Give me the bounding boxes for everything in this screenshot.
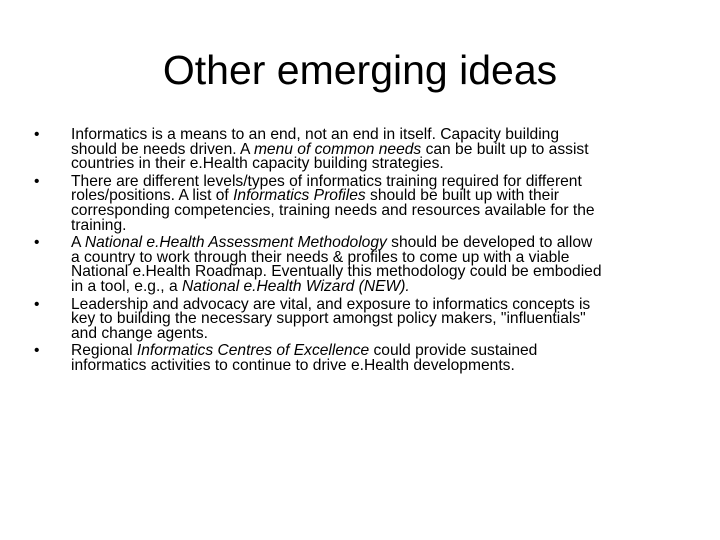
bullet-text: should be developed to allow [386, 234, 593, 252]
bullet-marker: • [34, 295, 40, 313]
bullet-emphasis: National e.Health Wizard (NEW). [181, 277, 410, 295]
bullet-item [34, 236, 684, 294]
bullet-text: should be needs driven. A [71, 140, 254, 158]
bullet-emphasis: National e.Health Assessment Methodology [84, 234, 387, 252]
bullet-text: training. [71, 216, 127, 234]
bullet-line [71, 201, 684, 219]
slide-title: Other emerging ideas [162, 47, 558, 93]
bullet-text: A [71, 234, 85, 252]
bullet-text: in a tool, e.g., a [71, 277, 182, 295]
bullet-marker: • [34, 234, 40, 252]
bullet-item [34, 128, 684, 172]
bullet-marker: • [34, 126, 40, 143]
bullet-text: Leadership and advocacy are vital, and exposure to informatics concepts is [71, 295, 591, 313]
bullet-emphasis: menu of common needs [253, 140, 422, 158]
bullet-line [71, 356, 684, 374]
bullet-line [71, 216, 684, 234]
bullet-line [71, 277, 684, 295]
bullet-emphasis: Informatics Centres of Excellence [136, 342, 370, 360]
bullet-text: and change agents. [71, 324, 208, 342]
bullet-text: roles/positions. A list of [71, 187, 234, 205]
bullet-item [34, 172, 684, 234]
bullet-marker: • [34, 342, 40, 360]
bullet-emphasis: Informatics Profiles [233, 187, 366, 205]
bullet-text: Informatics is a means to an end, not an end in itself. Capacity building [71, 126, 560, 143]
bullet-item [34, 344, 684, 373]
bullet-text: can be built up to assist [421, 140, 589, 158]
bullet-line [71, 157, 684, 172]
bullet-list [34, 128, 684, 374]
bullet-text: corresponding competencies, training needs and resources available for the [71, 201, 595, 219]
bullet-text: countries in their e.Health capacity building strategies. [71, 155, 444, 173]
bullet-text: key to building the necessary support amongst policy makers, "influentials" [71, 310, 586, 328]
bullet-line [71, 324, 684, 342]
bullet-item [34, 295, 684, 342]
bullet-text: Regional [71, 342, 137, 360]
bullet-text: a country to work through their needs & profiles to come up with a viable [71, 248, 570, 266]
bullet-text: There are different levels/types of informatics training required for different [71, 172, 582, 190]
bullet-text: should be built up with their [365, 187, 559, 205]
bullet-marker: • [34, 172, 40, 190]
bullet-text: could provide sustained [369, 342, 538, 360]
bullet-text: informatics activities to continue to drive e.Health developments. [71, 356, 515, 374]
bullet-text: National e.Health Roadmap. Eventually this methodology could be embodied [71, 263, 602, 281]
